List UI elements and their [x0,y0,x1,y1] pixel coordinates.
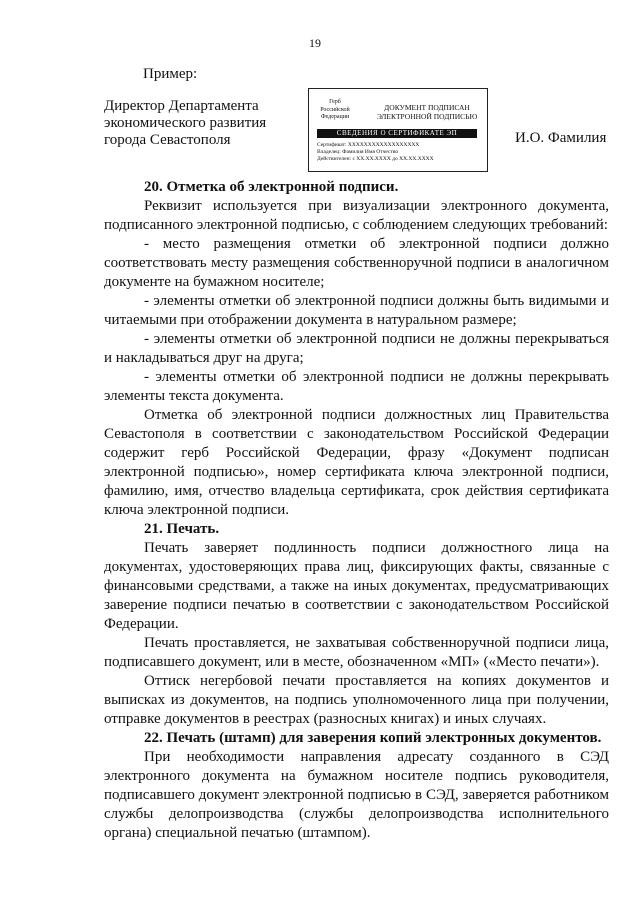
certificate-details [317,142,434,163]
page-number: 19 [309,36,321,50]
paragraph: При необходимости направления адресату созданного в СЭД электронного документа на бумажном носителе подпись руководителя, подписавшего документ электронной подписью в СЭД, заверяется работником службы делопроизводства (службы делопроизводства исполнительного органа) специальной печатью (штампом). [104,749,609,841]
certificate-number: Сертификат: XXXXXXXXXXXXXXXXXX [317,142,420,148]
stamp-title [367,103,487,121]
requirement-item: - элементы отметки об электронной подписи не должны перекрываться и накладываться друг на друга; [104,331,609,366]
paragraph: Печать заверяет подлинность подписи должностного лица на документах, удостоверяющих права лиц, фиксирующих факты, связанные с финансовыми средствами, а также на иных документах, предусматривающих заверение подписи печатью в соответствии с законодательством Российской Федерации. [104,540,609,632]
paragraph: Реквизит используется при визуализации электронного документа, подписанного электронной подписью, с соблюдением следующих требований: [104,198,609,233]
example-label: Пример: [143,66,198,82]
requirement-item: - элементы отметки об электронной подписи не должны перекрывать элементы текста документа. [104,369,609,404]
certificate-header: СВЕДЕНИЯ О СЕРТИФИКАТЕ ЭП [317,129,477,138]
section-heading: 21. Печать. [144,521,220,537]
section-heading: 20. Отметка об электронной подписи. [144,179,399,195]
electronic-signature-stamp [308,88,488,172]
paragraph: Печать проставляется, не захватывая собственноручной подписи лица, подписавшего документ, или в месте, обозначенном «МП» («Место печати»). [104,635,609,670]
emblem-text: Герб [329,99,341,105]
requirement-item: - элементы отметки об электронной подписи должны быть видимыми и читаемыми при отображении документа в натуральном размере; [104,293,609,328]
certificate-validity: Действителен: с XX.XX.XXXX до XX.XX.XXXX [317,156,434,162]
coat-of-arms-placeholder [317,99,353,122]
stamp-title-line: ДОКУМЕНТ ПОДПИСАН [384,103,470,112]
emblem-text: Российской [320,106,350,113]
stamp-title-line: ЭЛЕКТРОННОЙ ПОДПИСЬЮ [376,112,478,121]
signer-line: Директор Департамента [104,98,259,114]
document-body [104,178,609,843]
certificate-owner: Владелец: Фамилия Имя Отчество [317,149,399,155]
requirement-item: - место размещения отметки об электронной подписи должно соответствовать месту размещения собственноручной подписи в аналогичном документе на бумажном носителе; [104,236,609,290]
paragraph: Оттиск негербовой печати проставляется на копиях документов и выписках из документов, на подпись уполномоченного лица при получении, отправке документов в реестрах (разносных книгах) и иных случаях. [104,673,609,727]
paragraph: Отметка об электронной подписи должностных лиц Правительства Севастополя в соответствии с законодательством Российской Федерации содержит герб Российской Федерации, фразу «Документ подписан электронной подписью», номер сертификата ключа электронной подписи, фамилию, имя, отчество владельца сертификата, срок действия сертификата ключа электронной подписи. [104,407,609,518]
signer-position [104,98,266,149]
signer-line: экономического развития [104,115,267,131]
emblem-text: Федерации [320,114,350,120]
signer-name: И.О. Фамилия [515,130,607,146]
section-heading: 22. Печать (штамп) для заверения копий электронных документов. [144,730,602,746]
signer-line: города Севастополя [104,132,231,148]
